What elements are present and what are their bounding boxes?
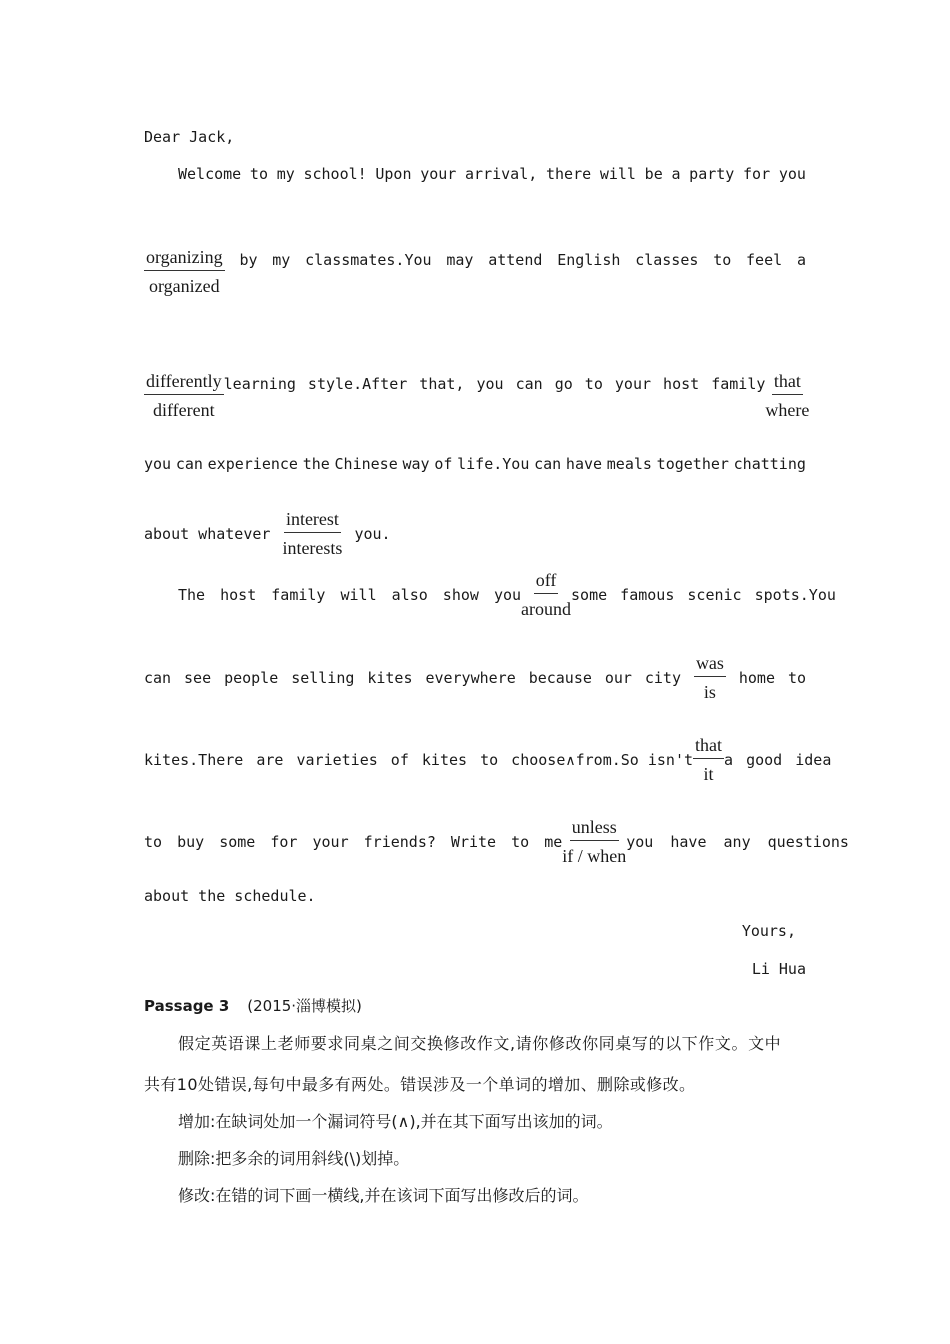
word: you xyxy=(778,165,806,183)
word: people xyxy=(224,668,279,687)
word: can xyxy=(534,455,562,473)
word: because xyxy=(528,668,592,687)
word: a xyxy=(796,250,806,269)
insert-group xyxy=(565,751,693,769)
word: can xyxy=(175,455,203,473)
letter-line-4 xyxy=(144,455,806,473)
correction-6 xyxy=(694,654,726,701)
sentence-text: you have any questions xyxy=(626,832,849,851)
wrong-word: off xyxy=(534,571,559,594)
word: to xyxy=(713,250,732,269)
letter-line-10: about the schedule. xyxy=(144,887,316,905)
word: our xyxy=(604,668,632,687)
wrong-word: that xyxy=(693,736,724,759)
word: feel xyxy=(746,250,783,269)
corrected-word: interests xyxy=(282,538,343,558)
letter-line-2 xyxy=(144,248,806,295)
sentence-text: you. xyxy=(354,524,391,543)
word: classmates.You xyxy=(305,250,432,269)
word: party xyxy=(689,165,735,183)
letter-line-5 xyxy=(144,510,806,557)
word: everywhere xyxy=(425,668,516,687)
sentence-text: about whatever xyxy=(144,524,271,543)
word: there xyxy=(545,165,592,183)
word: Upon xyxy=(375,165,412,183)
word: will xyxy=(599,165,636,183)
word: meals xyxy=(606,455,652,473)
word: you xyxy=(144,455,172,473)
instruction-modify: 修改:在错的词下画一横线,并在该词下面写出修改后的词。 xyxy=(178,1186,589,1205)
word: classes xyxy=(635,250,699,269)
correction-3 xyxy=(765,372,809,419)
letter-line-3 xyxy=(144,371,810,420)
word: to xyxy=(249,165,268,183)
sentence-text: some famous scenic spots.You xyxy=(571,585,836,604)
passage-source: (2015·淄博模拟) xyxy=(247,997,362,1015)
instruction-delete: 删除:把多余的词用斜线(\)划掉。 xyxy=(178,1149,410,1168)
word: home xyxy=(738,668,775,687)
word: your xyxy=(420,165,457,183)
instruction-line-1: 假定英语课上老师要求同桌之间交换修改作文,请你修改你同桌写的以下作文。文中 xyxy=(178,1034,782,1053)
word: for xyxy=(743,165,771,183)
wrong-word: differently xyxy=(144,372,224,395)
corrected-word: different xyxy=(153,400,215,420)
word: be xyxy=(644,165,663,183)
word: arrival, xyxy=(465,165,538,183)
correction-1 xyxy=(144,248,225,295)
signature: Li Hua xyxy=(751,960,806,978)
wrong-word: unless xyxy=(570,818,619,841)
word: attend xyxy=(488,250,543,269)
word: have xyxy=(565,455,603,473)
letter-line-6 xyxy=(178,570,836,619)
closing: Yours, xyxy=(741,922,796,940)
word: together xyxy=(656,455,729,473)
word: may xyxy=(446,250,474,269)
word: my xyxy=(276,165,295,183)
sentence-text: to buy some for your friends? Write to me xyxy=(144,832,563,851)
word: of xyxy=(434,455,453,473)
word: Chinese xyxy=(334,455,398,473)
instruction-line-2: 共有10处错误,每句中最多有两处。错误涉及一个单词的增加、删除或修改。 xyxy=(144,1075,696,1094)
word: my xyxy=(272,250,291,269)
corrected-word: organized xyxy=(149,276,220,296)
sentence-text: The host family will also show you xyxy=(178,585,522,604)
corrected-word: it xyxy=(703,764,714,784)
passage-heading xyxy=(144,995,806,1016)
correction-7 xyxy=(693,736,724,783)
word: way xyxy=(402,455,430,473)
correction-4 xyxy=(282,510,342,557)
word: English xyxy=(557,250,621,269)
sentence-text: a good idea xyxy=(724,750,832,769)
wrong-word: was xyxy=(694,654,726,677)
word: a xyxy=(671,165,681,183)
word: chatting xyxy=(733,455,806,473)
word: life.You xyxy=(457,455,530,473)
word: by xyxy=(239,250,258,269)
word: Welcome xyxy=(178,165,242,183)
insertion-caret-icon: ∧ xyxy=(565,752,576,769)
wrong-word: organizing xyxy=(144,248,225,271)
word: selling xyxy=(291,668,355,687)
corrected-word: around xyxy=(521,599,572,619)
word: the xyxy=(302,455,330,473)
word: can xyxy=(144,668,172,687)
letter-line-7 xyxy=(144,654,806,701)
corrected-word: is xyxy=(703,682,716,702)
correction-2 xyxy=(144,372,224,419)
word: experience xyxy=(207,455,298,473)
salutation: Dear Jack, xyxy=(144,128,235,146)
wrong-word: interest xyxy=(284,510,341,533)
letter-line-8 xyxy=(144,735,832,784)
letter-line-1 xyxy=(178,165,806,183)
word: see xyxy=(184,668,212,687)
word: to xyxy=(787,668,806,687)
letter-line-9 xyxy=(144,817,849,866)
corrected-word: where xyxy=(765,400,810,420)
word: school! xyxy=(303,165,367,183)
correction-5 xyxy=(521,571,571,618)
wrong-word: that xyxy=(772,372,803,395)
word: kites xyxy=(367,668,413,687)
sentence-text: learning style.After that, you can go to your host family xyxy=(223,374,766,393)
word: city xyxy=(644,668,681,687)
sentence-text: from.So isn't xyxy=(575,750,694,769)
instruction-add: 增加:在缺词处加一个漏词符号(∧),并在其下面写出该加的词。 xyxy=(178,1112,613,1131)
correction-8 xyxy=(562,818,626,865)
passage-title: Passage 3 xyxy=(144,996,230,1015)
corrected-word: if / when xyxy=(562,846,627,866)
sentence-text: kites.There are varieties of kites to choose xyxy=(144,750,566,769)
